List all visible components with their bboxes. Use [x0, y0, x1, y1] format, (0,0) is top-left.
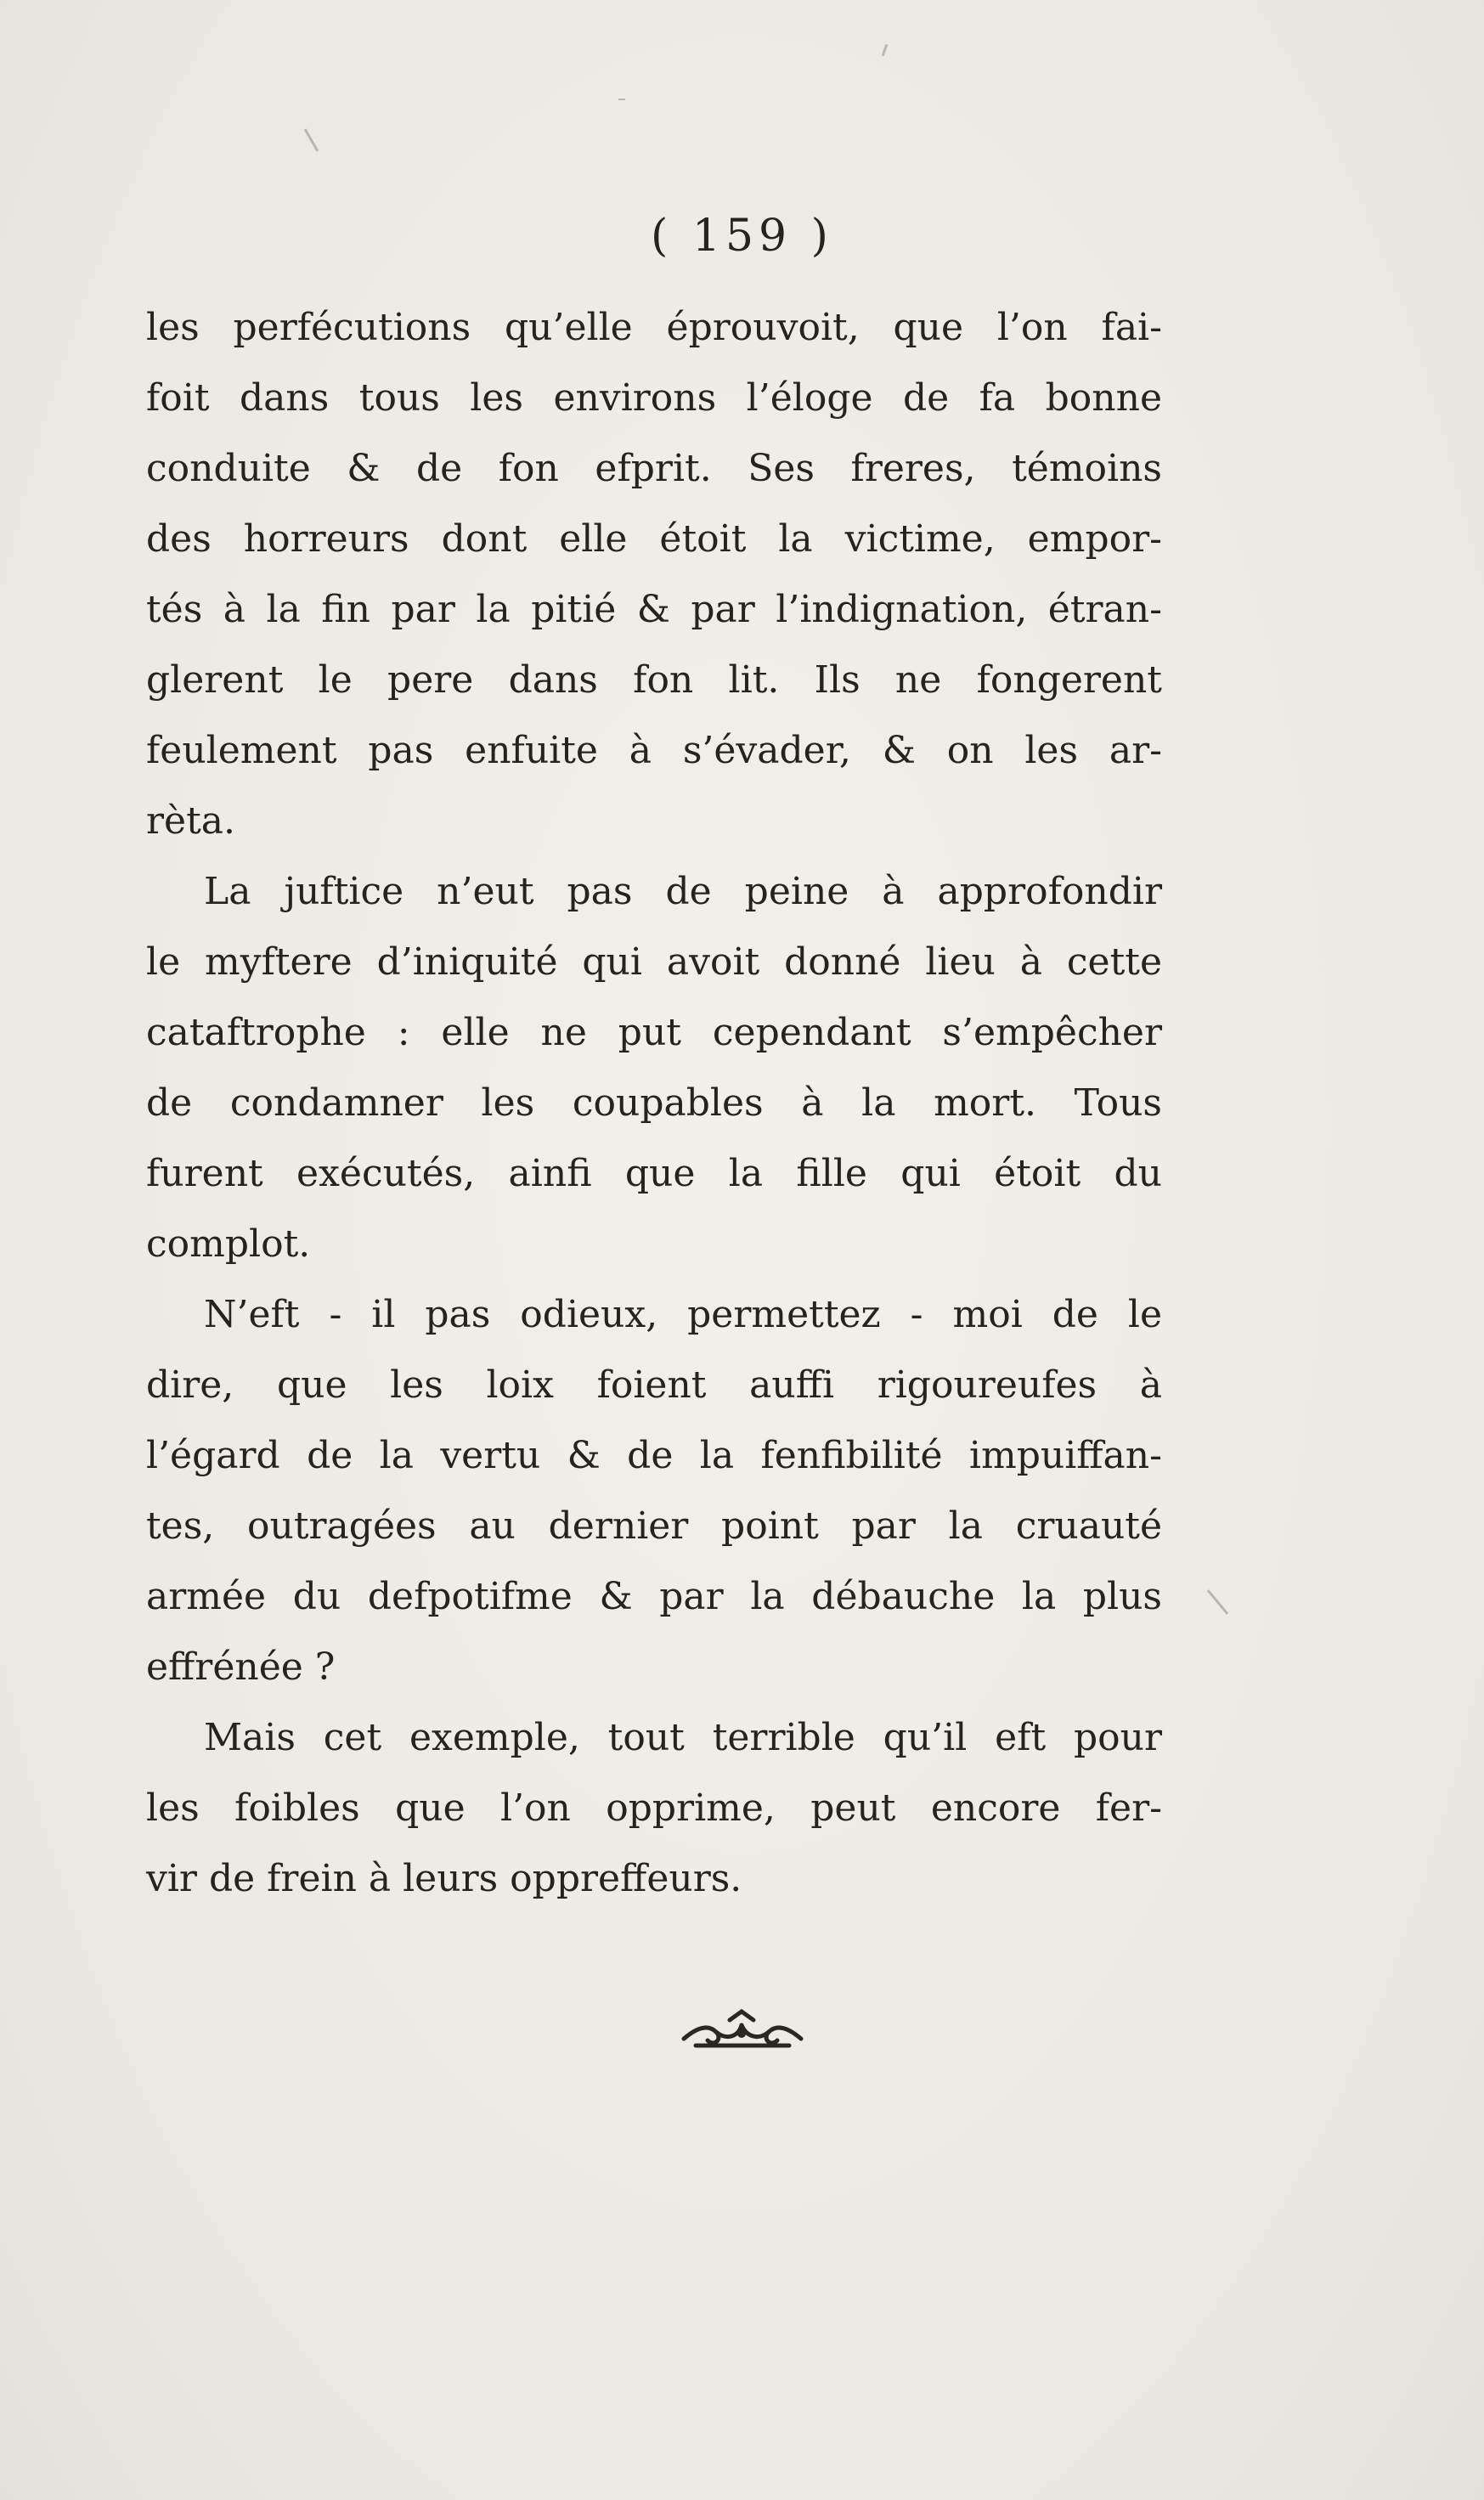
text-line: La juftice n’eut pas de peine à approfondir	[204, 870, 1162, 913]
page-number: ( 159 )	[651, 211, 833, 262]
text-line: l’égard de la vertu & de la fenfibilité impuiffan-	[146, 1434, 1162, 1477]
text-line: foit dans tous les environs l’éloge de fa bonne	[146, 376, 1162, 420]
fleuron-icon	[679, 2003, 806, 2054]
text-line: tés à la fin par la pitié & par l’indignation, étran-	[146, 588, 1162, 631]
paper-speck	[304, 128, 319, 151]
text-line: glerent le pere dans fon lit. Ils ne fongerent	[146, 658, 1162, 702]
text-line: les foibles que l’on opprime, peut encore fer-	[146, 1786, 1162, 1830]
text-line: rèta.	[146, 799, 235, 843]
text-line: cataftrophe : elle ne put cependant s’empêcher	[146, 1011, 1162, 1054]
text-line: complot.	[146, 1222, 311, 1266]
paragraph	[146, 856, 1162, 1279]
text-line: les perfécutions qu’elle éprouvoit, que l’on fai-	[146, 306, 1162, 349]
text-line: N’eft - il pas odieux, permettez - moi de le	[204, 1293, 1162, 1336]
tailpiece-ornament	[0, 2003, 1484, 2054]
paragraph	[146, 1702, 1162, 1914]
text-line: des horreurs dont elle étoit la victime, empor-	[146, 517, 1162, 561]
text-line: conduite & de fon efprit. Ses freres, témoins	[146, 447, 1162, 490]
text-line: tes, outragées au dernier point par la cruauté	[146, 1504, 1162, 1548]
paper-speck	[882, 44, 889, 56]
paragraph	[146, 292, 1162, 856]
text-line: furent exécutés, ainfi que la fille qui étoit du	[146, 1152, 1162, 1195]
body-text	[146, 292, 1162, 1914]
text-line: dire, que les loix foient auffi rigoureufes à	[146, 1363, 1162, 1407]
paper-speck	[1207, 1589, 1228, 1615]
text-line: vir de frein à leurs oppreffeurs.	[146, 1857, 742, 1900]
text-line: armée du defpotifme & par la débauche la plus	[146, 1575, 1162, 1618]
text-line: le myftere d’iniquité qui avoit donné lieu à cette	[146, 940, 1162, 984]
text-line: Mais cet exemple, tout terrible qu’il eft pour	[204, 1716, 1162, 1759]
text-line: effrénée ?	[146, 1645, 336, 1689]
paper-speck	[618, 99, 625, 100]
text-line: feulement pas enfuite à s’évader, & on les ar-	[146, 729, 1162, 772]
paragraph	[146, 1279, 1162, 1702]
text-line: de condamner les coupables à la mort. Tous	[146, 1081, 1162, 1125]
